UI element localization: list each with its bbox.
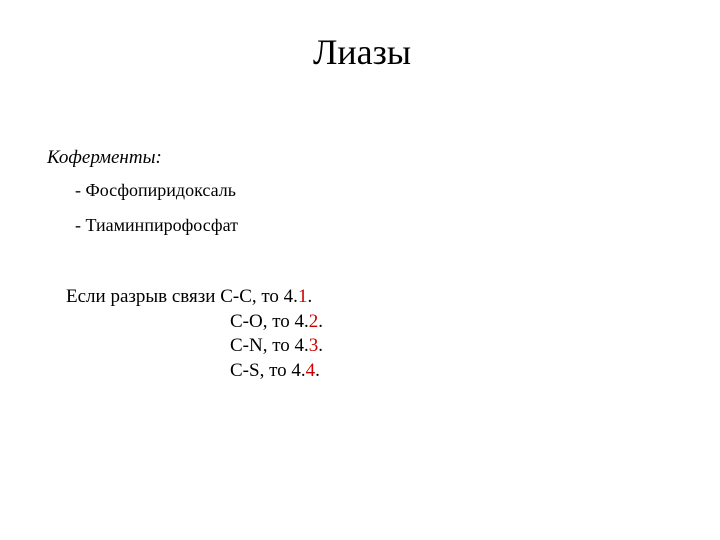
rule-bond: С-N — [230, 335, 263, 356]
slide-title-text: Лиазы — [312, 32, 412, 72]
rule-end: . — [307, 286, 313, 307]
bond-rule-line — [66, 285, 323, 310]
bond-rule-line — [66, 359, 323, 384]
rule-end: . — [318, 335, 324, 356]
coenzymes-heading: Коферменты: — [47, 147, 162, 168]
rule-bond: С-О — [230, 310, 263, 332]
rule-separator: , то 4. — [262, 310, 309, 332]
rule-separator: , то 4. — [251, 286, 298, 307]
rule-separator: , то 4. — [262, 335, 309, 356]
rule-end: . — [315, 359, 320, 381]
bond-rules — [66, 285, 323, 383]
slide-title — [0, 30, 720, 74]
rule-subclass-code: 2 — [308, 310, 319, 332]
rule-separator: , то 4. — [259, 359, 306, 381]
coenzyme-item: - Фосфопиридоксаль — [75, 180, 236, 200]
rule-subclass-code: 3 — [308, 335, 319, 356]
bond-rule-line — [66, 310, 323, 335]
rule-subclass-code: 4 — [305, 359, 316, 381]
rule-prefix: Если разрыв связи — [66, 286, 221, 307]
rule-end: . — [318, 310, 324, 332]
bond-rule-line — [66, 334, 323, 359]
rule-bond: С-С — [220, 286, 252, 307]
rule-bond: С-S — [230, 359, 260, 381]
rule-subclass-code: 1 — [297, 286, 308, 307]
coenzyme-item: - Тиаминпирофосфат — [75, 215, 238, 235]
